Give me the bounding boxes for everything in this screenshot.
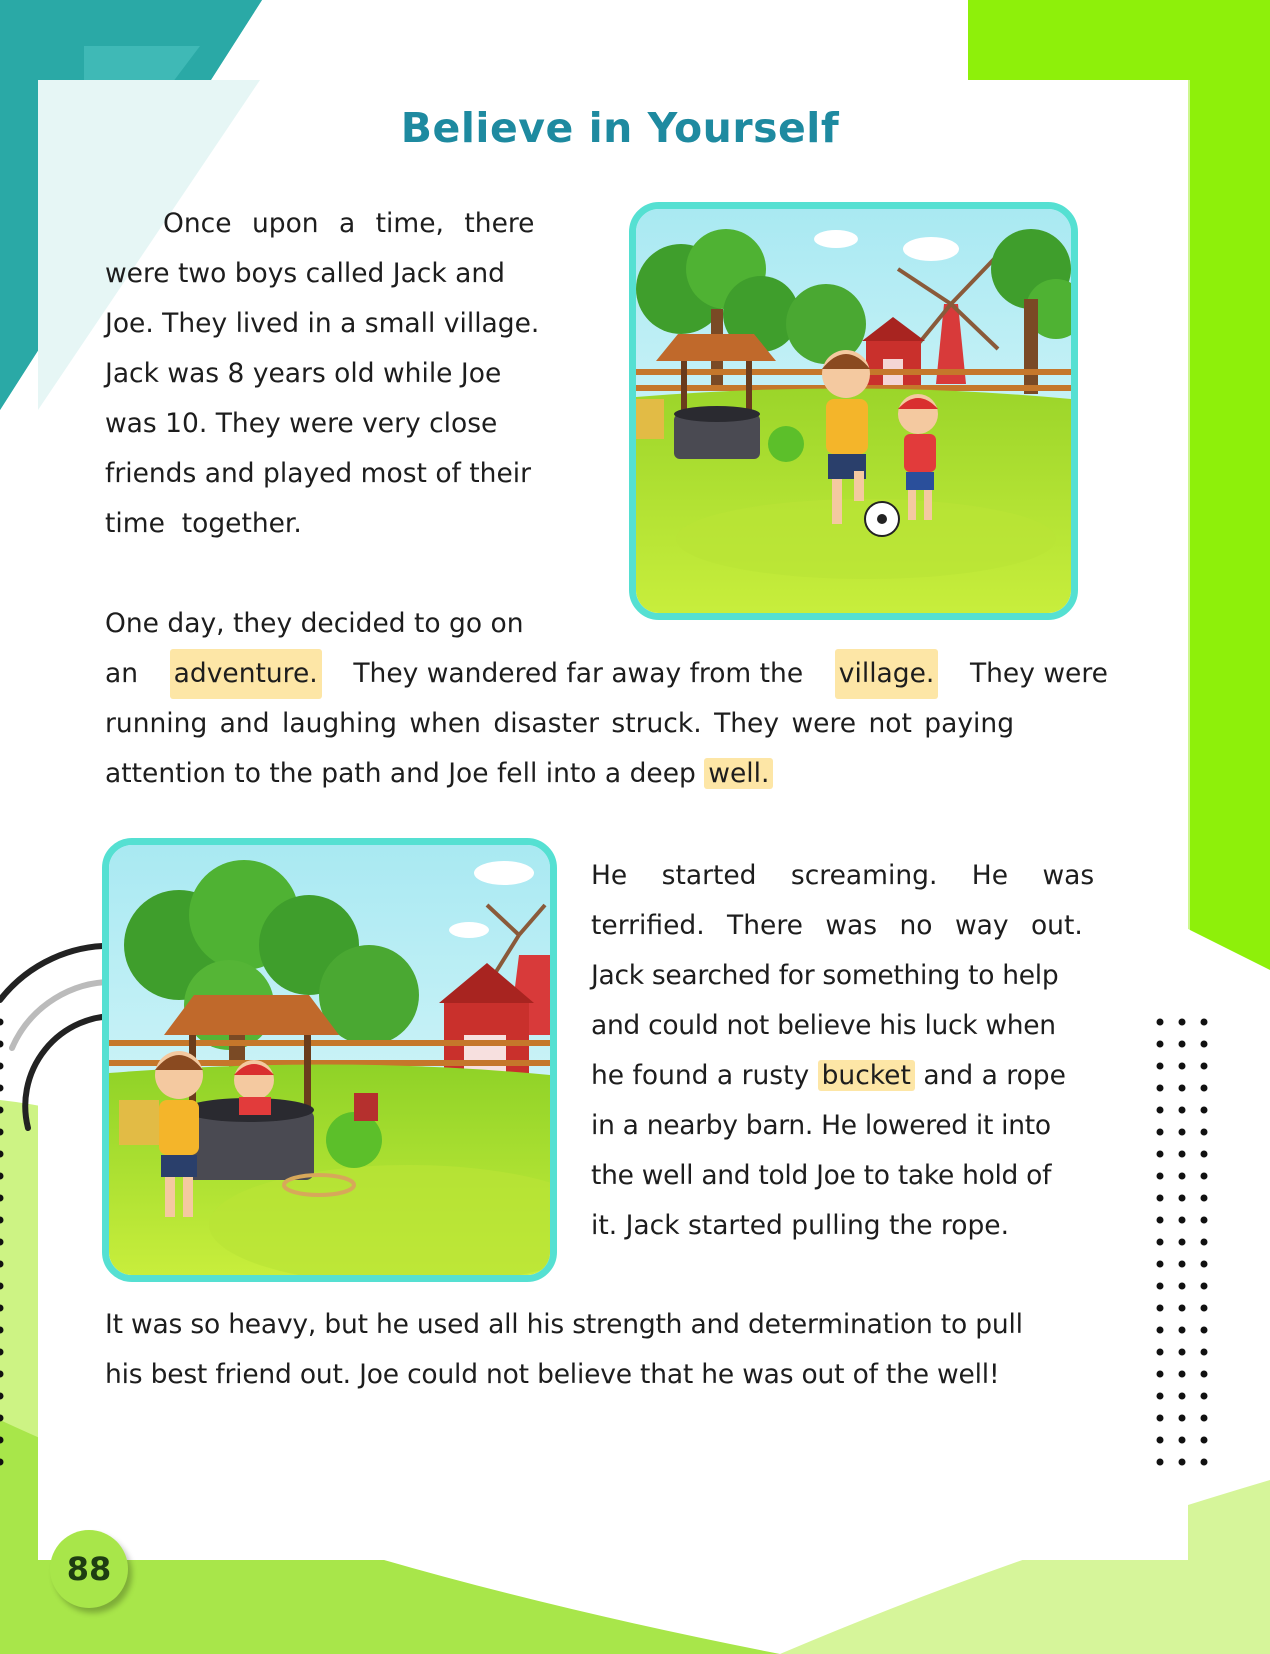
text-segment: attention to the path and Joe fell into a deep (105, 758, 696, 789)
illustration-boy-in-well (102, 838, 557, 1282)
page-number: 88 (50, 1530, 128, 1608)
paragraph-2-line (105, 749, 1108, 799)
text-line: it. Jack started pulling the rope. (591, 1210, 1009, 1241)
text-line: Once upon a time, there (163, 208, 535, 239)
paragraph-3-line (591, 901, 1109, 951)
paragraph-3-line (591, 851, 1109, 901)
text-line: running and laughing when disaster struck. They were not paying (105, 708, 1015, 739)
paragraph-3 (591, 851, 1109, 1251)
story-title: Believe in Yourself (400, 104, 840, 152)
text-line: terrified. There was no way out. (591, 910, 1083, 941)
text-line: One day, they decided to go on (105, 608, 524, 639)
text-line: Joe. They lived in a small village. (105, 308, 540, 339)
paragraph-2 (105, 599, 1108, 799)
paragraph-4 (105, 1300, 1115, 1400)
text-line: He started screaming. He was (591, 860, 1095, 891)
text-line: Jack was 8 years old while Joe (105, 358, 502, 389)
text-line: was 10. They were very close (105, 408, 498, 439)
paragraph-1 (105, 199, 577, 549)
highlighted-word: village. (835, 649, 939, 699)
text-segment: he found a rusty (591, 1060, 810, 1091)
paragraph-2-line (105, 649, 1108, 699)
highlighted-word: adventure. (170, 649, 322, 699)
text-line: were two boys called Jack and (105, 258, 505, 289)
highlighted-word: bucket (818, 1060, 915, 1091)
text-line: his best friend out. Joe could not believe that he was out of the well! (105, 1359, 1000, 1390)
text-segment: and a rope (923, 1060, 1066, 1091)
paragraph-3-line (591, 1051, 1109, 1101)
text-line: the well and told Joe to take hold of (591, 1160, 1052, 1191)
text-line: and could not believe his luck when (591, 1010, 1056, 1041)
text-line: in a nearby barn. He lowered it into (591, 1110, 1051, 1141)
text-segment: They wandered far away from the (353, 658, 804, 689)
text-segment: They were (969, 658, 1108, 689)
text-line: Jack searched for something to help (591, 960, 1059, 991)
highlighted-word: well. (704, 758, 773, 789)
text-line: friends and played most of their (105, 458, 532, 489)
paragraph-1-line (105, 199, 577, 249)
illustration-boys-playing-football (629, 202, 1078, 620)
text-line: It was so heavy, but he used all his strength and determination to pull (105, 1309, 1023, 1340)
text-segment: an (105, 658, 139, 689)
text-line: time together. (105, 508, 302, 539)
